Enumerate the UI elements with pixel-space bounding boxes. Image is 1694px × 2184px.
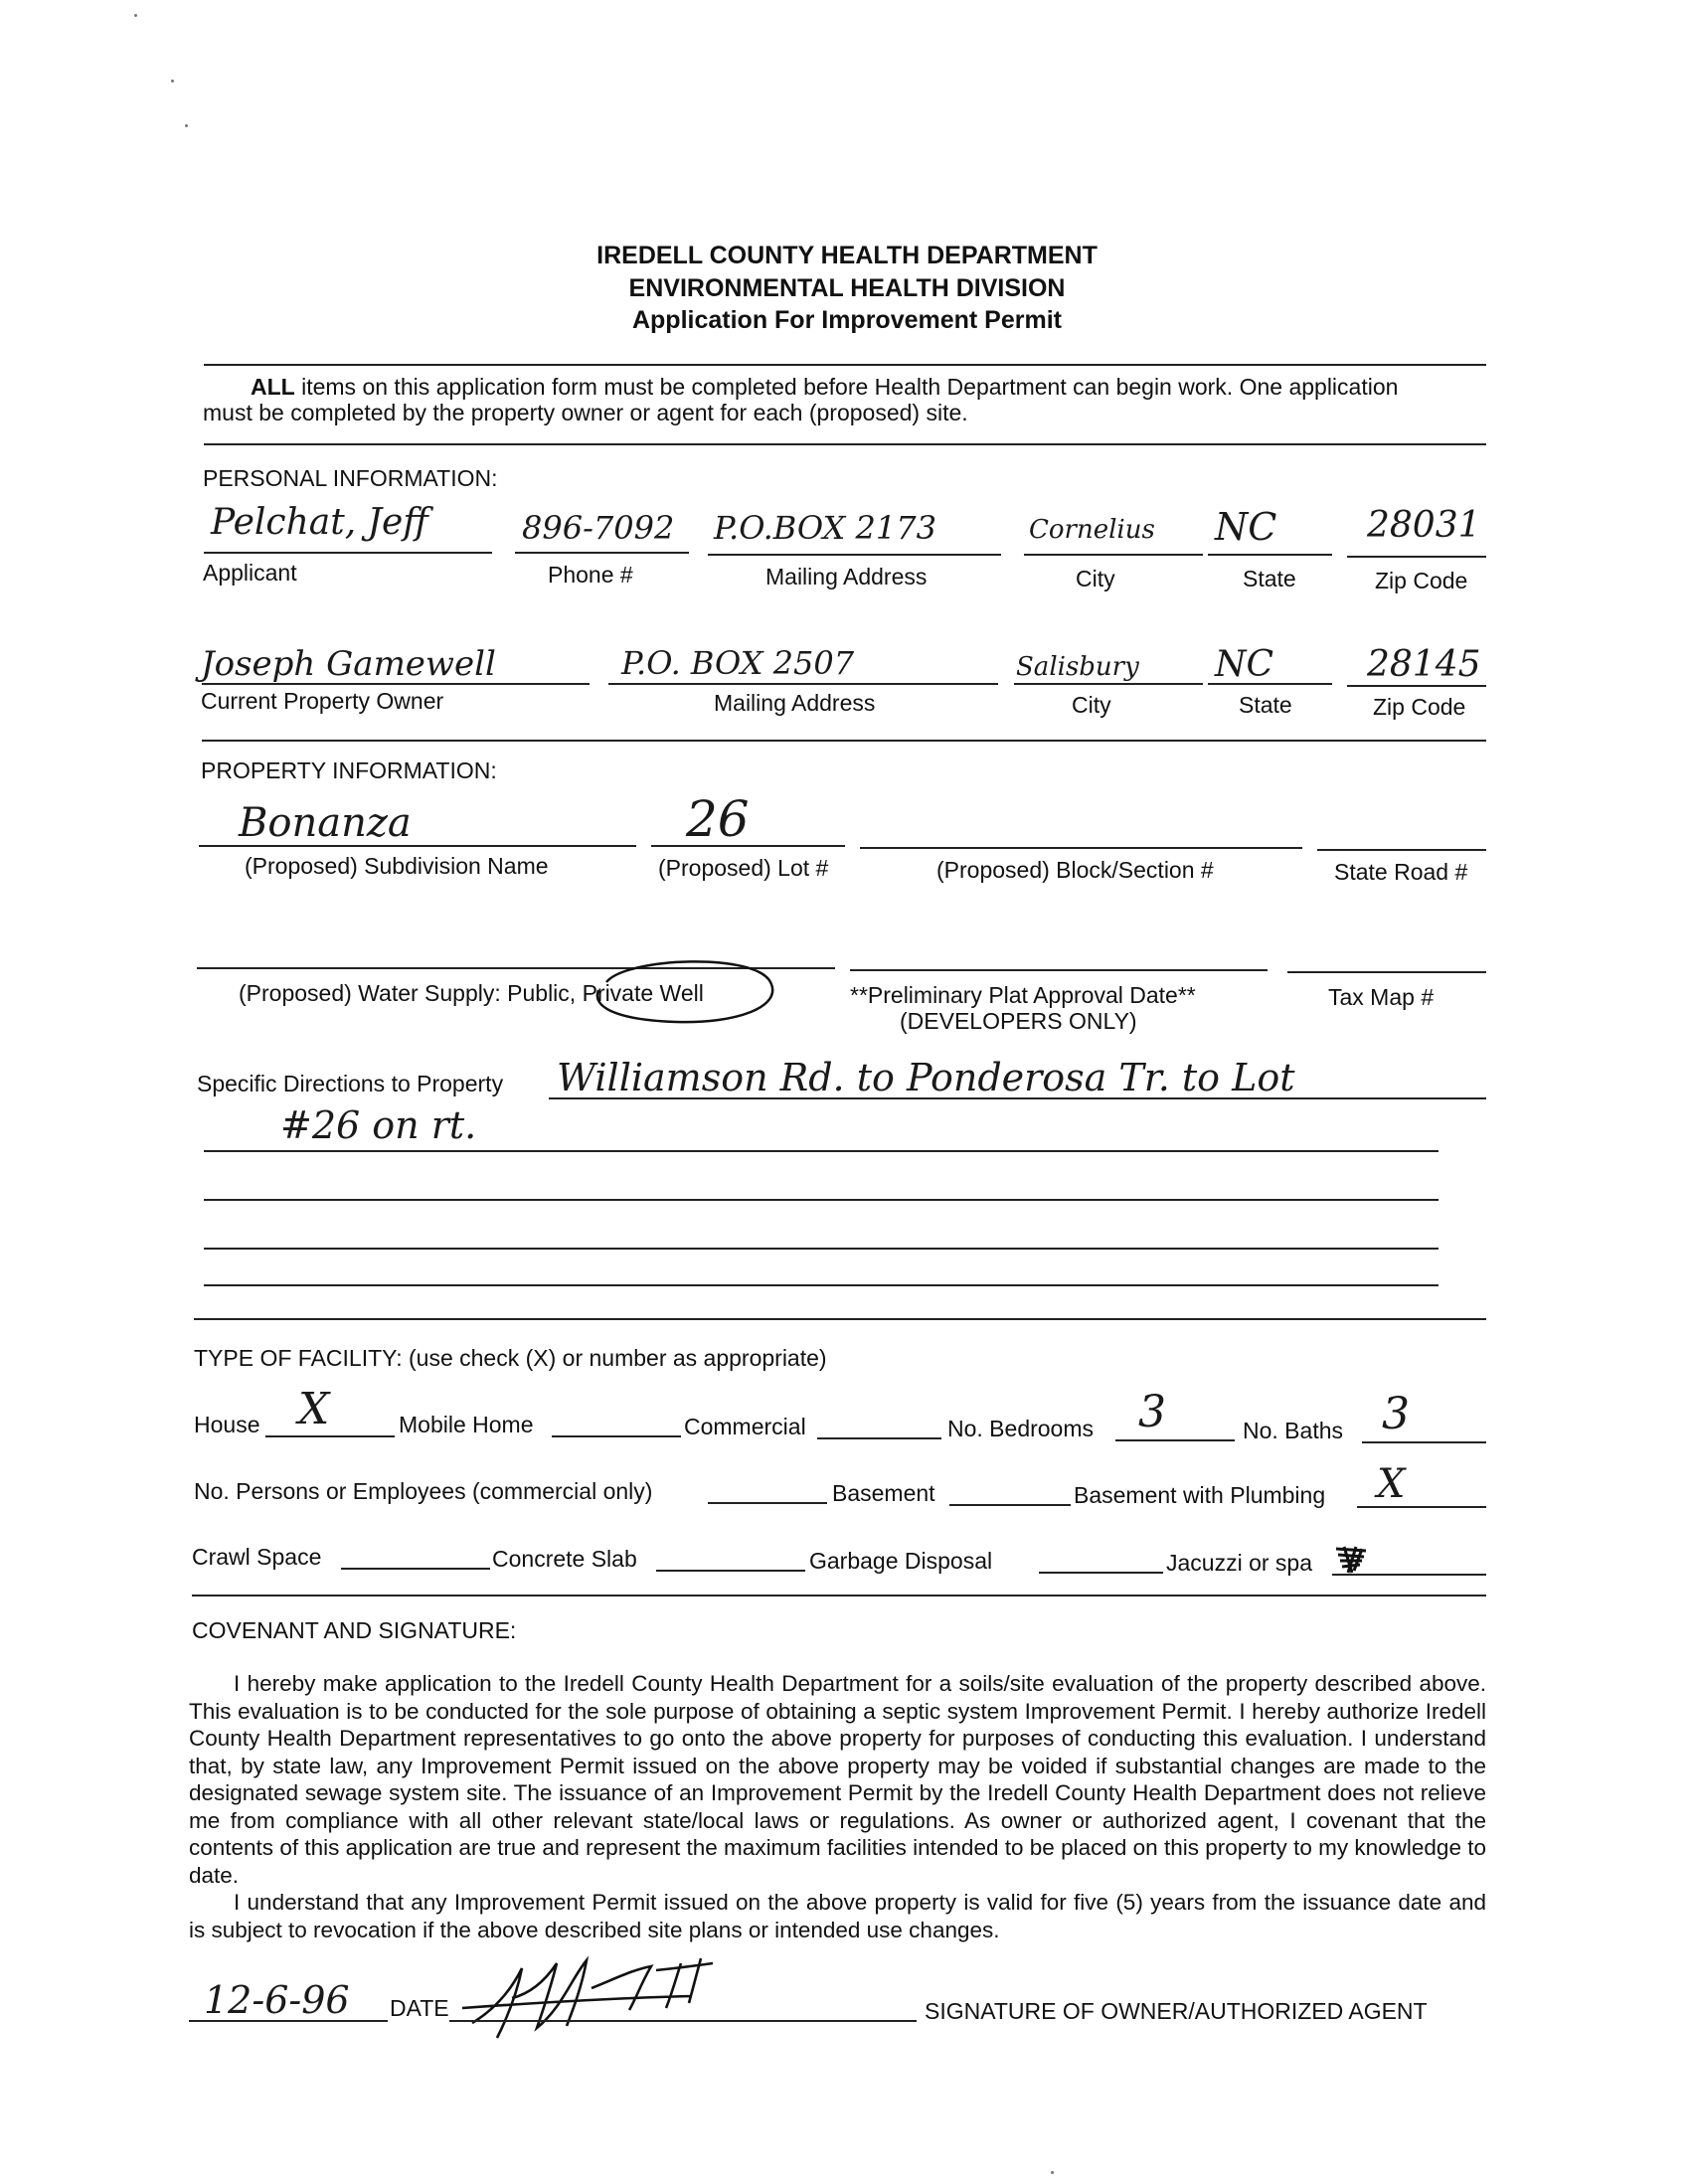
- bedrooms-field-line[interactable]: [1115, 1439, 1235, 1441]
- jacuzzi-field-line[interactable]: [1332, 1574, 1486, 1576]
- property-info-heading: PROPERTY INFORMATION:: [201, 757, 497, 783]
- personal-info-heading: PERSONAL INFORMATION:: [203, 465, 498, 491]
- subdivision-field-line[interactable]: [199, 845, 636, 847]
- rule: [202, 740, 1486, 742]
- owner-city-value: Salisbury: [1016, 652, 1139, 682]
- directions-field-line-2[interactable]: [204, 1150, 1439, 1152]
- tax-map-label: Tax Map #: [1328, 984, 1435, 1010]
- state-field-line[interactable]: [1208, 554, 1332, 556]
- city-field-line[interactable]: [1024, 554, 1203, 556]
- zip-field-line[interactable]: [1347, 556, 1486, 558]
- covenant-paragraph-2: I understand that any Improvement Permit issued on the above property is valid for five (5) years from the issuance date and is subject to revocation if the above described site plans or intended use changes.: [189, 1890, 1486, 1942]
- directions-field-line-5[interactable]: [204, 1284, 1439, 1286]
- applicant-label: Applicant: [203, 560, 297, 586]
- phone-field-line[interactable]: [515, 552, 689, 554]
- house-label: House: [194, 1412, 260, 1437]
- plat-developers-label: (DEVELOPERS ONLY): [900, 1008, 1137, 1034]
- state-road-field-line[interactable]: [1317, 849, 1486, 851]
- concrete-slab-label: Concrete Slab: [492, 1546, 637, 1572]
- tax-map-field-line[interactable]: [1287, 971, 1486, 973]
- applicant-field-line[interactable]: [204, 552, 492, 554]
- basement-plumbing-label: Basement with Plumbing: [1074, 1482, 1326, 1508]
- zip-label: Zip Code: [1375, 568, 1468, 593]
- rule: [192, 1595, 1486, 1596]
- applicant-city-value: Cornelius: [1029, 515, 1155, 545]
- plat-date-field-line[interactable]: [850, 969, 1268, 971]
- baths-field-line[interactable]: [1362, 1441, 1486, 1443]
- private-well-circle-mark: [587, 952, 785, 1027]
- signature-label: SIGNATURE OF OWNER/AUTHORIZED AGENT: [925, 1998, 1428, 2024]
- header-division: ENVIRONMENTAL HEALTH DIVISION: [628, 274, 1066, 302]
- owner-zip-value: 28145: [1367, 644, 1481, 685]
- owner-zip-field-line[interactable]: [1347, 685, 1486, 687]
- owner-address-field-line[interactable]: [608, 683, 998, 685]
- basement-field-line[interactable]: [949, 1504, 1071, 1506]
- scan-speck: [134, 14, 137, 17]
- owner-field-line[interactable]: [202, 683, 590, 685]
- intro-line-2: must be completed by the property owner or agent for each (proposed) site.: [203, 400, 968, 425]
- scan-speck: [185, 124, 188, 127]
- concrete-slab-field-line[interactable]: [656, 1570, 805, 1572]
- crawl-space-field-line[interactable]: [341, 1568, 490, 1570]
- block-section-label: (Proposed) Block/Section #: [936, 857, 1214, 883]
- garbage-disposal-label: Garbage Disposal: [809, 1548, 993, 1574]
- scan-speck: [171, 80, 174, 83]
- directions-value-line-2: #26 on rt.: [280, 1103, 477, 1147]
- house-field-line[interactable]: [265, 1435, 395, 1437]
- header-form-title: Application For Improvement Permit: [631, 306, 1062, 334]
- commercial-field-line[interactable]: [817, 1437, 941, 1439]
- lot-value: 26: [686, 790, 750, 848]
- baths-value: 3: [1382, 1389, 1410, 1439]
- applicant-state-value: NC: [1215, 505, 1277, 549]
- plat-approval-label: **Preliminary Plat Approval Date**: [850, 982, 1196, 1008]
- state-label: State: [1243, 566, 1296, 591]
- applicant-phone-value: 896-7092: [522, 509, 675, 547]
- city-label: City: [1076, 566, 1115, 591]
- bedrooms-label: No. Bedrooms: [947, 1416, 1095, 1441]
- state-road-label: State Road #: [1334, 859, 1468, 885]
- directions-label: Specific Directions to Property: [197, 1071, 504, 1096]
- applicant-address-value: P.O.BOX 2173: [714, 509, 936, 547]
- basement-plumbing-field-line[interactable]: [1357, 1506, 1486, 1508]
- rule: [204, 364, 1486, 366]
- owner-label: Current Property Owner: [201, 688, 444, 714]
- jacuzzi-scribble-mark: [1332, 1543, 1372, 1577]
- owner-name-value: Joseph Gamewell: [201, 644, 496, 684]
- owner-state-label: State: [1239, 692, 1292, 718]
- mobile-home-label: Mobile Home: [399, 1412, 534, 1437]
- applicant-zip-value: 28031: [1367, 505, 1481, 546]
- bedrooms-value: 3: [1138, 1387, 1166, 1437]
- commercial-label: Commercial: [684, 1414, 806, 1439]
- basement-plumbing-value: X: [1377, 1461, 1406, 1507]
- owner-city-field-line[interactable]: [1014, 683, 1203, 685]
- water-supply-label: (Proposed) Water Supply: Public, Private Well: [239, 980, 704, 1006]
- intro-line-1: ALL items on this application form must be completed before Health Department can begin work. One application: [251, 374, 1399, 400]
- lot-field-line[interactable]: [651, 845, 845, 847]
- directions-field-line-4[interactable]: [204, 1248, 1439, 1250]
- mailing-address-field-line[interactable]: [708, 554, 1001, 556]
- applicant-name-value: Pelchat, Jeff: [211, 502, 428, 543]
- directions-field-line-3[interactable]: [204, 1199, 1439, 1201]
- persons-label: No. Persons or Employees (commercial only): [194, 1478, 653, 1504]
- owner-state-value: NC: [1215, 644, 1274, 685]
- directions-value-line-1: Williamson Rd. to Ponderosa Tr. to Lot: [557, 1056, 1295, 1099]
- rule: [204, 443, 1486, 445]
- signature-field-line[interactable]: [449, 2020, 917, 2022]
- directions-field-line-1[interactable]: [549, 1097, 1486, 1099]
- baths-label: No. Baths: [1243, 1418, 1343, 1443]
- mobile-home-field-line[interactable]: [552, 1435, 681, 1437]
- mailing-address-label: Mailing Address: [765, 564, 928, 589]
- basement-label: Basement: [832, 1480, 935, 1506]
- header-department: IREDELL COUNTY HEALTH DEPARTMENT: [596, 242, 1098, 269]
- subdivision-value: Bonanza: [239, 800, 412, 846]
- covenant-text: [189, 1670, 1486, 1943]
- jacuzzi-label: Jacuzzi or spa: [1166, 1550, 1313, 1576]
- rule: [194, 1318, 1486, 1320]
- date-field-line[interactable]: [189, 2020, 388, 2022]
- date-value: 12-6-96: [204, 1978, 350, 2022]
- facility-heading: TYPE OF FACILITY: (use check (X) or number as appropriate): [194, 1345, 827, 1371]
- owner-mailing-label: Mailing Address: [714, 690, 876, 716]
- persons-field-line[interactable]: [708, 1502, 827, 1504]
- owner-city-label: City: [1072, 692, 1111, 718]
- owner-zip-label: Zip Code: [1373, 694, 1466, 720]
- crawl-space-label: Crawl Space: [192, 1544, 322, 1570]
- owner-signature: [452, 1948, 761, 2043]
- covenant-heading: COVENANT AND SIGNATURE:: [192, 1617, 517, 1643]
- phone-label: Phone #: [548, 562, 633, 588]
- block-section-field-line[interactable]: [860, 847, 1302, 849]
- date-label: DATE: [390, 1995, 449, 2021]
- owner-address-value: P.O. BOX 2507: [621, 644, 855, 682]
- subdivision-label: (Proposed) Subdivision Name: [245, 853, 549, 879]
- garbage-disposal-field-line[interactable]: [1039, 1572, 1163, 1574]
- scan-speck: [1051, 2171, 1054, 2174]
- owner-state-field-line[interactable]: [1208, 683, 1332, 685]
- house-value: X: [298, 1384, 330, 1434]
- covenant-paragraph-1: I hereby make application to the Iredell County Health Department for a soils/site evaluation of the property described above. This evaluation is to be conducted for the sole purpose of obtaining a septic system Improvement Permit. I hereby authorize Iredell County Health Department representatives to go onto the above property for purposes of conducting this evaluation. I understand that, by state law, any Improvement Permit issued on the above property may be voided if substantial changes are made to the designated sewage system site. The issuance of an Improvement Permit by the Iredell County Health Department does not relieve me from compliance with all other relevant state/local laws or regulations. As owner or authorized agent, I covenant that the contents of this application are true and represent the maximum facilities intended to be placed on this property to my knowledge to date.: [189, 1671, 1486, 1888]
- lot-label: (Proposed) Lot #: [658, 855, 829, 881]
